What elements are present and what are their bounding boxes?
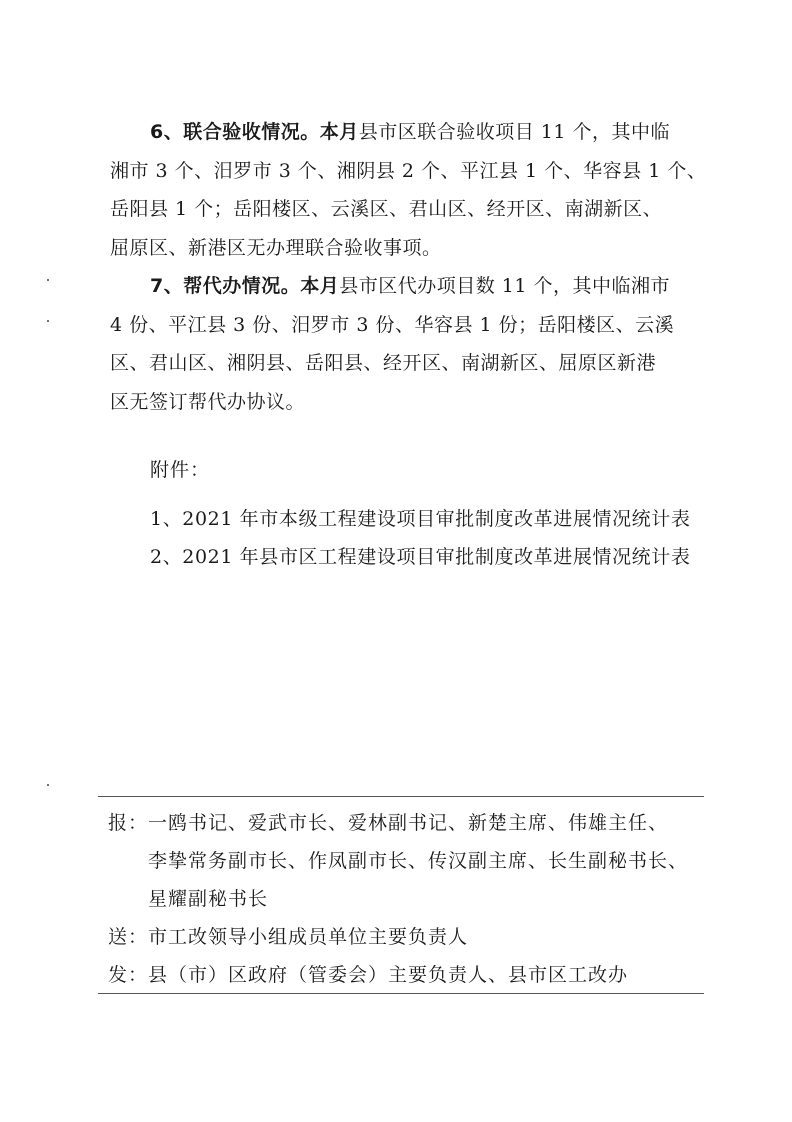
report-to-line-2: 李挚常务副市长、作凤副市长、传汉副主席、长生副秘书长、 — [148, 850, 689, 872]
distribution-issue-to — [108, 960, 628, 987]
section-6-line-2: 湘市 3 个、汨罗市 3 个、湘阴县 2 个、平江县 1 个、华容县 1 个、 — [110, 159, 707, 182]
report-to-line-1: 一鸥书记、爱武市长、爱林副书记、新楚主席、伟雄主任、 — [148, 812, 669, 834]
scan-speck — [47, 784, 49, 786]
section-7-heading: 7、帮代办情况。本月 — [150, 275, 340, 297]
section-7-line-2: 4 份、平江县 3 份、汨罗市 3 份、华容县 1 份；岳阳楼区、云溪 — [110, 313, 675, 336]
issue-to-label: 发： — [108, 964, 149, 986]
issue-to-text: 县（市）区政府（管委会）主要负责人、县市区工改办 — [148, 964, 629, 986]
section-6-joint-acceptance — [110, 113, 706, 267]
send-to-text: 市工改领导小组成员单位主要负责人 — [148, 926, 469, 948]
distribution-send-to — [108, 922, 468, 949]
attachment-item-1: 1、2021 年市本级工程建设项目审批制度改革进展情况统计表 — [150, 508, 691, 530]
send-to-label: 送： — [108, 926, 149, 948]
section-6-line-4: 屈原区、新港区无办理联合验收事项。 — [110, 236, 442, 259]
distribution-bottom-rule — [98, 993, 704, 994]
scan-speck — [47, 279, 49, 281]
section-6-heading: 6、联合验收情况。本月 — [150, 121, 359, 143]
attachment-item-2: 2、2021 年县市区工程建设项目审批制度改革进展情况统计表 — [150, 546, 691, 568]
section-7-line-3: 区、君山区、湘阴县、岳阳县、经开区、南湖新区、屈原区新港 — [110, 352, 657, 374]
section-7-line-4: 区无签订帮代办协议。 — [110, 390, 306, 413]
section-6-line-3: 岳阳县 1 个；岳阳楼区、云溪区、君山区、经开区、南湖新区、 — [110, 198, 663, 220]
section-7-assisted-handling — [110, 267, 706, 421]
section-7-line-1: 7、帮代办情况。本月县市区代办项目数 11 个，其中临湘市 — [150, 275, 670, 297]
report-to-line-3: 星耀副秘书长 — [148, 888, 269, 910]
scan-speck — [47, 320, 49, 322]
attachments-title: 附件： — [150, 459, 211, 481]
distribution-top-rule — [98, 796, 704, 797]
report-to-label: 报： — [108, 812, 149, 834]
section-6-line-1: 6、联合验收情况。本月县市区联合验收项目 11 个，其中临 — [150, 121, 670, 143]
distribution-report-to — [108, 808, 668, 835]
